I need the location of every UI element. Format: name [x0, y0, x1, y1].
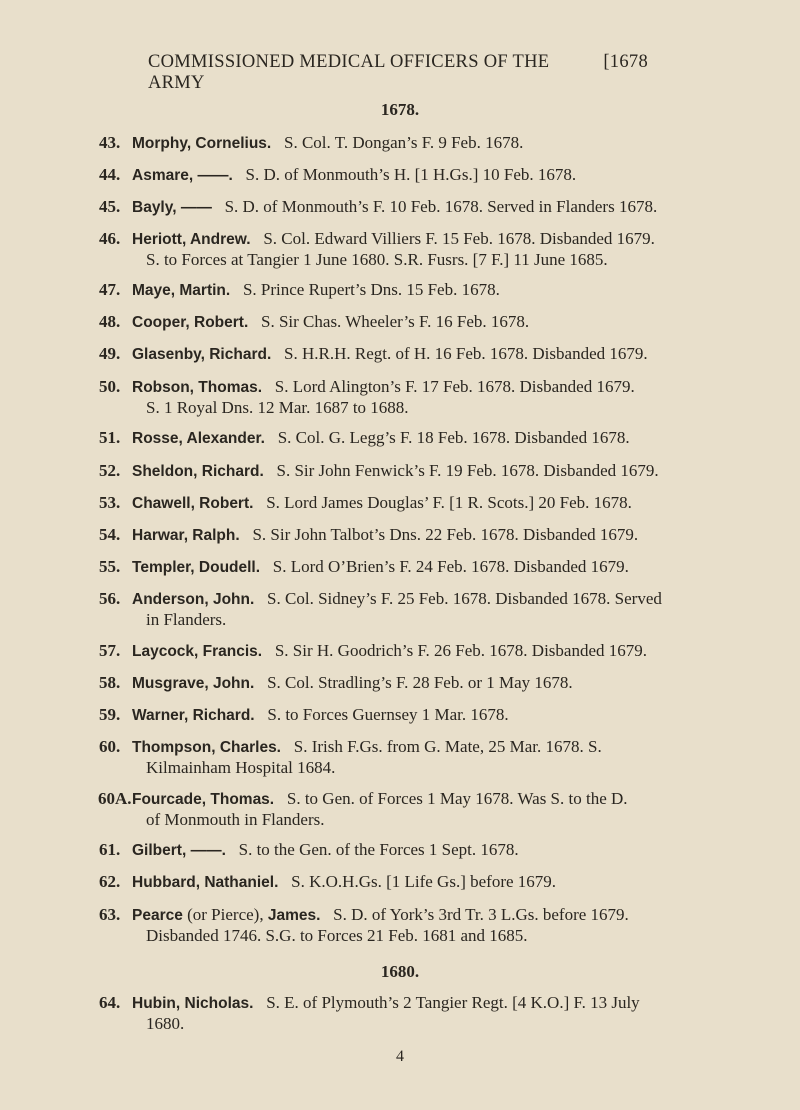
entry-name: Sheldon, Richard. — [132, 463, 264, 480]
entry-name-continued: James. — [267, 907, 321, 924]
entry-name: Hubin, Nicholas. — [132, 995, 254, 1012]
entry-53 — [99, 493, 662, 514]
entry-58 — [99, 673, 662, 694]
entry-text: S. Col. T. Dongan’s F. 9 Feb. 1678. — [283, 133, 524, 152]
entry-name: Hubbard, Nathaniel. — [132, 874, 279, 891]
entry-text: S. Col. Edward Villiers F. 15 Feb. 1678. Disbanded 1679. — [263, 229, 655, 248]
entry-continuation: S. 1 Royal Dns. 12 Mar. 1687 to 1688. — [146, 398, 409, 417]
entry-text: S. to Gen. of Forces 1 May 1678. Was S. to the D. — [286, 789, 628, 808]
entry-51 — [99, 428, 662, 449]
entry-64 — [99, 993, 662, 1034]
entry-name: Glasenby, Richard. — [132, 346, 272, 363]
entry-63 — [99, 905, 662, 946]
entry-56 — [99, 589, 662, 630]
entry-49 — [99, 344, 662, 365]
entry-name: Templer, Doudell. — [132, 559, 261, 576]
entry-text: S. Lord Alington’s F. 17 Feb. 1678. Disbanded 1679. — [274, 377, 635, 396]
entry-text: S. Prince Rupert’s Dns. 15 Feb. 1678. — [242, 280, 500, 299]
entry-number: 54. — [99, 525, 121, 544]
entry-61 — [99, 840, 662, 861]
entry-number: 52. — [99, 461, 121, 480]
page-number: 4 — [396, 1048, 404, 1065]
entry-46 — [99, 229, 662, 270]
entry-number: 62. — [99, 872, 121, 891]
entry-50 — [99, 377, 662, 418]
entry-text: S. Lord O’Brien’s F. 24 Feb. 1678. Disbanded 1679. — [272, 557, 629, 576]
entry-name: Pearce — [132, 907, 183, 924]
entry-number: 56. — [99, 589, 121, 608]
entry-name: Asmare, ——. — [132, 167, 233, 184]
entry-name: Chawell, Robert. — [132, 495, 254, 512]
entry-number: 48. — [99, 312, 121, 331]
entry-name: Rosse, Alexander. — [132, 430, 265, 447]
entry-name: Bayly, —— — [132, 199, 212, 216]
entry-continuation: of Monmouth in Flanders. — [146, 810, 325, 829]
entry-52 — [99, 461, 662, 482]
entry-name-note: (or Pierce), — [187, 905, 264, 924]
entry-continuation: Kilmainham Hospital 1684. — [146, 758, 336, 777]
entry-number: 60. — [99, 737, 121, 756]
entry-name: Heriott, Andrew. — [132, 231, 251, 248]
entry-text: S. D. of York’s 3rd Tr. 3 L.Gs. before 1679. — [333, 905, 629, 924]
entry-name: Musgrave, John. — [132, 675, 255, 692]
running-header — [148, 52, 648, 94]
entry-continuation: Disbanded 1746. S.G. to Forces 21 Feb. 1681 and 1685. — [146, 926, 528, 945]
entry-54 — [99, 525, 662, 546]
entry-number: 46. — [99, 229, 121, 248]
entry-name: Anderson, John. — [132, 591, 255, 608]
entry-name: Maye, Martin. — [132, 282, 231, 299]
entry-text: S. Col. Stradling’s F. 28 Feb. or 1 May 1678. — [267, 673, 573, 692]
entry-text: S. E. of Plymouth’s 2 Tangier Regt. [4 K.O.] F. 13 July — [266, 993, 640, 1012]
entry-text: S. D. of Monmouth’s H. [1 H.Gs.] 10 Feb. 1678. — [245, 165, 577, 184]
entry-number: 47. — [99, 280, 121, 299]
entry-number: 43. — [99, 133, 121, 152]
entry-name: Gilbert, ——. — [132, 842, 226, 859]
header-year-ref: [1678 — [603, 52, 648, 72]
entry-text: S. Sir John Fenwick’s F. 19 Feb. 1678. Disbanded 1679. — [276, 461, 659, 480]
entry-number: 59. — [99, 705, 121, 724]
entry-name: Morphy, Cornelius. — [132, 135, 272, 152]
entry-number: 44. — [99, 165, 121, 184]
entry-45 — [99, 197, 662, 218]
entry-text: S. to Forces Guernsey 1 Mar. 1678. — [267, 705, 509, 724]
entry-number: 64. — [99, 993, 121, 1012]
entry-number: 61. — [99, 840, 121, 859]
entry-number: 50. — [99, 377, 121, 396]
entry-continuation: 1680. — [146, 1014, 185, 1033]
entry-name: Laycock, Francis. — [132, 643, 263, 660]
entry-name: Thompson, Charles. — [132, 739, 281, 756]
entry-text: S. Col. G. Legg’s F. 18 Feb. 1678. Disbanded 1678. — [277, 428, 630, 447]
entry-60a — [98, 789, 662, 830]
entry-number: 45. — [99, 197, 121, 216]
entry-number: 55. — [99, 557, 121, 576]
entry-59 — [99, 705, 662, 726]
entry-text: S. to the Gen. of the Forces 1 Sept. 1678. — [238, 840, 519, 859]
entry-number: 57. — [99, 641, 121, 660]
header-title: COMMISSIONED MEDICAL OFFICERS OF THE ARMY — [148, 52, 550, 93]
entry-text: S. H.R.H. Regt. of H. 16 Feb. 1678. Disbanded 1679. — [284, 344, 648, 363]
entry-text: S. K.O.H.Gs. [1 Life Gs.] before 1679. — [291, 872, 557, 891]
year-heading: 1680. — [380, 962, 420, 981]
entry-text: S. Sir H. Goodrich’s F. 26 Feb. 1678. Disbanded 1679. — [274, 641, 648, 660]
entry-text: S. Lord James Douglas’ F. [1 R. Scots.] 20 Feb. 1678. — [266, 493, 632, 512]
entry-name: Warner, Richard. — [132, 707, 255, 724]
entry-55 — [99, 557, 662, 578]
entry-name: Cooper, Robert. — [132, 314, 249, 331]
entry-text: S. Sir Chas. Wheeler’s F. 16 Feb. 1678. — [261, 312, 530, 331]
entry-continuation: in Flanders. — [146, 610, 227, 629]
entry-name: Fourcade, Thomas. — [132, 791, 275, 808]
entry-48 — [99, 312, 662, 333]
entry-number: 49. — [99, 344, 121, 363]
entry-62 — [99, 872, 662, 893]
entry-43 — [99, 133, 662, 154]
entry-number: 51. — [99, 428, 121, 447]
entry-name: Harwar, Ralph. — [132, 527, 240, 544]
entry-continuation: S. to Forces at Tangier 1 June 1680. S.R. Fusrs. [7 F.] 11 June 1685. — [146, 250, 608, 269]
entry-44 — [99, 165, 662, 186]
entry-number: 63. — [99, 905, 121, 924]
entry-text: S. Irish F.Gs. from G. Mate, 25 Mar. 1678. S. — [293, 737, 602, 756]
entry-number: 58. — [99, 673, 121, 692]
entry-text: S. Col. Sidney’s F. 25 Feb. 1678. Disbanded 1678. Served — [267, 589, 662, 608]
entry-name: Robson, Thomas. — [132, 379, 263, 396]
entry-number: 60A. — [98, 789, 132, 808]
entry-60 — [99, 737, 662, 778]
entry-47 — [99, 280, 662, 301]
entry-number: 53. — [99, 493, 121, 512]
entry-57 — [99, 641, 662, 662]
entry-text: S. Sir John Talbot’s Dns. 22 Feb. 1678. Disbanded 1679. — [252, 525, 639, 544]
year-heading: 1678. — [380, 100, 420, 119]
entry-text: S. D. of Monmouth’s F. 10 Feb. 1678. Served in Flanders 1678. — [224, 197, 658, 216]
